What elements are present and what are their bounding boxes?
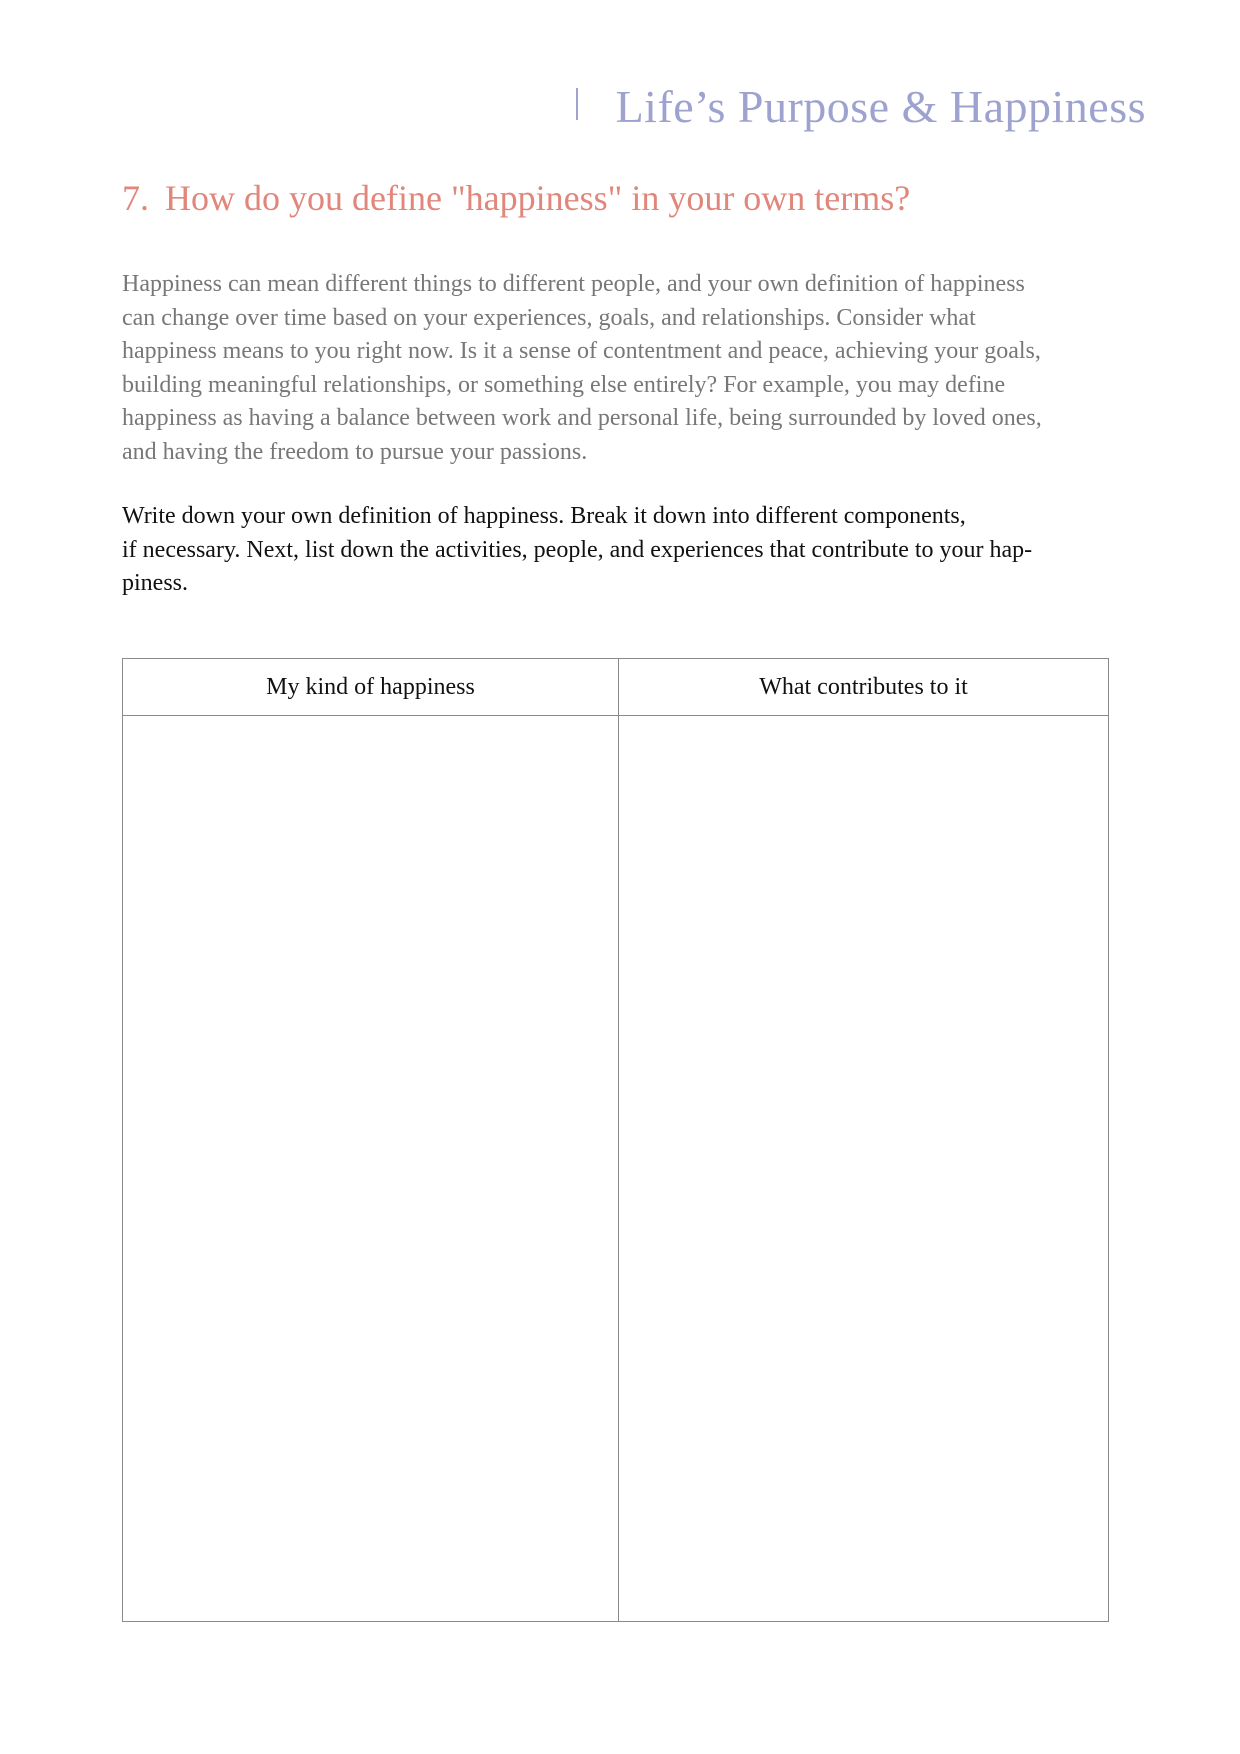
header-divider-bar	[576, 88, 578, 120]
instructions-line: piness.	[122, 570, 188, 596]
table-header-my-happiness: My kind of happiness	[266, 673, 475, 700]
intro-paragraph	[122, 268, 1132, 469]
table-header-contributors: What contributes to it	[759, 673, 968, 700]
intro-line: happiness as having a balance between work and personal life, being surrounded by loved ones,	[122, 405, 1042, 431]
table-column-divider	[618, 659, 619, 1621]
intro-line: building meaningful relationships, or something else entirely? For example, you may define	[122, 371, 1006, 398]
question-heading	[122, 180, 910, 216]
section-header	[576, 81, 1146, 132]
intro-line: happiness means to you right now. Is it a sense of contentment and peace, achieving your goals,	[122, 338, 1041, 364]
section-title: Life’s Purpose & Happiness	[615, 81, 1146, 132]
instructions-line: if necessary. Next, list down the activities, people, and experiences that contribute to your hap-	[122, 536, 1033, 563]
happiness-table	[122, 658, 1109, 1622]
instructions-line: Write down your own definition of happiness. Break it down into different components,	[122, 503, 966, 529]
my-happiness-writing-area[interactable]	[123, 716, 617, 1621]
intro-line: and having the freedom to pursue your passions.	[122, 438, 588, 465]
question-number: 7.	[122, 178, 149, 218]
question-text: How do you define "happiness" in your own terms?	[165, 178, 911, 218]
intro-line: can change over time based on your experiences, goals, and relationships. Consider what	[122, 304, 976, 331]
intro-line: Happiness can mean different things to different people, and your own definition of happiness	[122, 271, 1025, 297]
instructions-paragraph	[122, 500, 1132, 601]
contributors-writing-area[interactable]	[620, 716, 1108, 1621]
